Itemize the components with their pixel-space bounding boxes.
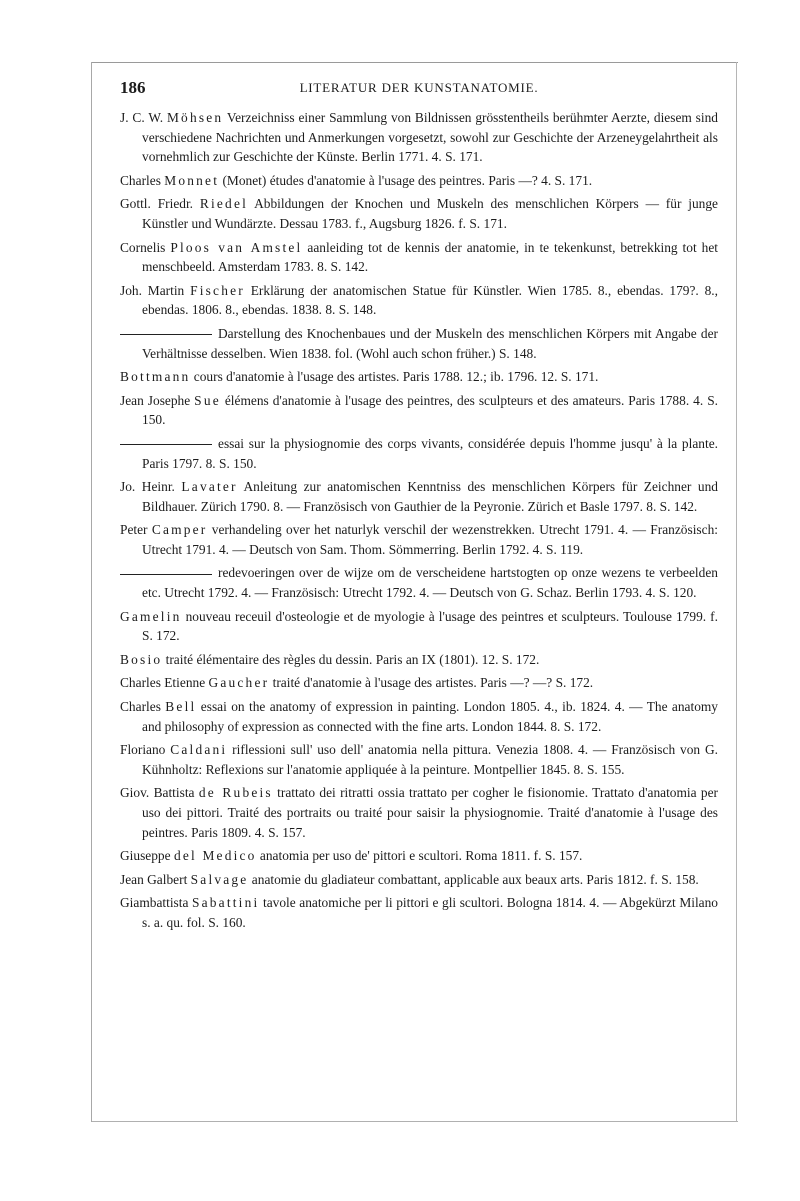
bibliography-entry [120, 846, 718, 866]
entry-given-name: Giov. Battista [120, 785, 199, 801]
bibliography-entry [120, 783, 718, 842]
entry-given-name: Jo. Heinr. [120, 479, 182, 495]
entry-text: anatomia per uso de' pittori e scultori. Roma 1811. f. S. 157. [256, 848, 583, 864]
entry-author: Gaucher [208, 675, 270, 691]
bibliography-entry [120, 108, 718, 167]
entry-author: Gamelin [120, 608, 182, 624]
entry-text: Abbildungen der Knochen und Muskeln des menschlichen Körpers — für junge Künstler und Wundärzte. Dessau 1783. f., Augsburg 1826. f. S. 171. [142, 196, 718, 231]
entry-given-name: Peter [120, 522, 152, 538]
bibliography-entry [120, 650, 718, 670]
page-edge-top [92, 62, 738, 63]
bibliography-entry [120, 367, 718, 387]
entry-text: traité d'anatomie à l'usage des artistes. Paris —? —? S. 172. [269, 675, 594, 691]
entry-text: cours d'anatomie à l'usage des artistes. Paris 1788. 12.; ib. 1796. 12. S. 171. [190, 369, 599, 385]
ditto-dash [120, 334, 212, 335]
entry-text: trattato dei ritratti ossia trattato per cogher le fisionomie. Trattato d'anatomia per uso dei pittori. Traité des portraits ou traité pour saisir la physiognomie. Traité d'anatomie à l'usage des peintres. Paris 1809. 4. S. 157. [142, 785, 719, 840]
entry-text: aanleiding tot de kennis der anatomie, in te tekenkunst, betrekking tot het menschbeeld. Amsterdam 1783. 8. S. 142. [142, 239, 718, 275]
ditto-dash [120, 574, 212, 575]
entry-author: Sue [194, 392, 221, 408]
entry-author: Ploos van Amstel [170, 239, 303, 255]
entry-author: Lavater [181, 479, 238, 495]
entry-given-name: Charles Etienne [120, 675, 209, 691]
bibliography-entry [120, 171, 718, 191]
entry-text: essai on the anatomy of expression in painting. London 1805. 4., ib. 1824. 4. — The anatomy and philosophy of expression as connected with the fine arts. London 1844. 8. S. 172. [142, 699, 718, 734]
entry-author: Bottmann [120, 369, 191, 385]
entry-given-name: Gottl. Friedr. [120, 196, 200, 212]
page-number: 186 [120, 78, 146, 97]
entry-author: Riedel [199, 196, 249, 212]
entry-text: élémens d'anatomie à l'usage des peintres, des sculpteurs et des amateurs. Paris 1788. 4. S. 150. [142, 392, 718, 428]
entry-author: Bell [165, 699, 197, 715]
entry-given-name: Joh. Martin [120, 282, 191, 298]
bibliography-entry [120, 238, 718, 277]
entry-given-name: Jean Galbert [120, 871, 191, 887]
bibliography-entry [120, 607, 718, 646]
entry-text: traité élémentaire des règles du dessin. Paris an IX (1801). 12. S. 172. [162, 651, 540, 667]
entry-author: Fischer [190, 282, 245, 298]
entry-text: anatomie du gladiateur combattant, applicable aux beaux arts. Paris 1812. f. S. 158. [248, 871, 699, 887]
bibliography-entry [120, 870, 718, 890]
entry-given-name: Charles [120, 172, 165, 188]
entry-author: del Medico [173, 848, 257, 864]
bibliography-entry [120, 740, 718, 779]
bibliography-entry [120, 893, 718, 932]
bibliography-entry [120, 391, 718, 430]
bibliography-entry [120, 434, 718, 473]
entry-author: Salvage [190, 871, 249, 887]
entry-text: Verzeichniss einer Sammlung von Bildnissen grösstentheils berühmter Aerzte, diesem sind verschiedene Nachrichten und Anmerkungen vorgesetzt, sowohl zur Geschichte der Arzeneygelahrtheit als vornehmlich zur Geschichte der Künste. Berlin 1771. 4. S. 171. [142, 110, 718, 165]
entry-given-name: Charles [120, 699, 166, 715]
entry-text: Darstellung des Knochenbaues und der Muskeln des menschlichen Körpers mit Angabe der Verhältnisse desselben. Wien 1838. fol. (Wohl auch schon früher.) S. 148. [142, 325, 718, 361]
entry-given-name: Cornelis [120, 239, 171, 255]
bibliography-entry [120, 281, 718, 320]
entry-given-name: J. C. W. [120, 110, 167, 125]
entry-author: Bosio [120, 651, 163, 667]
entry-given-name: Giuseppe [120, 848, 174, 864]
entry-given-name: Jean Josephe [120, 392, 195, 408]
entry-text: nouveau receuil d'osteologie et de myologie à l'usage des peintres et sculpteurs. Toulouse 1799. f. S. 172. [142, 608, 718, 644]
page-edge-bottom [92, 1121, 738, 1122]
page-edge-right [736, 62, 737, 1122]
bibliography-entry [120, 477, 718, 516]
entry-given-name: Giambattista [120, 895, 192, 911]
bibliography-entry [120, 324, 718, 363]
entry-author: Möhsen [166, 110, 224, 125]
bibliography-entry [120, 673, 718, 693]
entry-text: tavole anatomiche per li pittori e gli scultori. Bologna 1814. 4. — Abgekürzt Milano s. a. qu. fol. S. 160. [142, 895, 719, 930]
entry-text: riflessioni sull' uso dell' anatomia nella pittura. Venezia 1808. 4. — Französisch von G. Kühnholtz: Reflexions sur l'anatomie appliquée à la peinture. Montpellier 1845. 8. S. 155. [142, 742, 718, 777]
entry-text: essai sur la physiognomie des corps vivants, considérée depuis l'homme jusqu' à la plante. Paris 1797. 8. S. 150. [142, 435, 718, 471]
page-edge-left [91, 62, 92, 1122]
entry-text: Anleitung zur anatomischen Kenntniss des menschlichen Körpers für Zeichner und Bildhauer. Zürich 1790. 8. — Französisch von Gauthier de la Peyronie. Zürich et Basle 1797. 8. S. 142. [142, 479, 719, 514]
entry-text: (Monet) études d'anatomie à l'usage des peintres. Paris —? 4. S. 171. [219, 172, 593, 188]
ditto-dash [120, 444, 212, 445]
running-title: LITERATUR DER KUNSTANATOMIE. [299, 80, 539, 95]
bibliography-entry [120, 697, 718, 736]
entry-author: Caldani [170, 742, 228, 758]
bibliography-entry [120, 520, 718, 559]
entry-author: Monnet [164, 172, 220, 188]
entry-text: Erklärung der anatomischen Statue für Künstler. Wien 1785. 8., ebendas. 179?. 8., ebendas. 1806. 8., ebendas. 1838. 8. S. 148. [142, 282, 718, 318]
entry-given-name: Floriano [120, 742, 171, 758]
bibliography-entry [120, 563, 718, 602]
entry-author: de Rubeis [198, 785, 273, 801]
bibliography-entry [120, 194, 718, 233]
entry-author: Camper [151, 522, 208, 538]
entry-author: Sabattini [192, 895, 260, 911]
document-page [120, 78, 718, 937]
entry-text: verhandeling over het naturlyk verschil der wezenstrekken. Utrecht 1791. 4. — Französisch: Utrecht 1791. 4. — Deutsch von Sam. Thom. Sömmerring. Berlin 1792. 4. S. 119. [142, 522, 718, 557]
bibliography-list [120, 108, 718, 933]
entry-text: redevoeringen over de wijze om de verscheidene hartstogten op onze wezens te verbeelden etc. Utrecht 1792. 4. — Französisch: Utrecht 1792. 4. — Deutsch von G. Schaz. Berlin 1793. 4. S. 120. [142, 565, 718, 601]
page-header [120, 78, 718, 108]
